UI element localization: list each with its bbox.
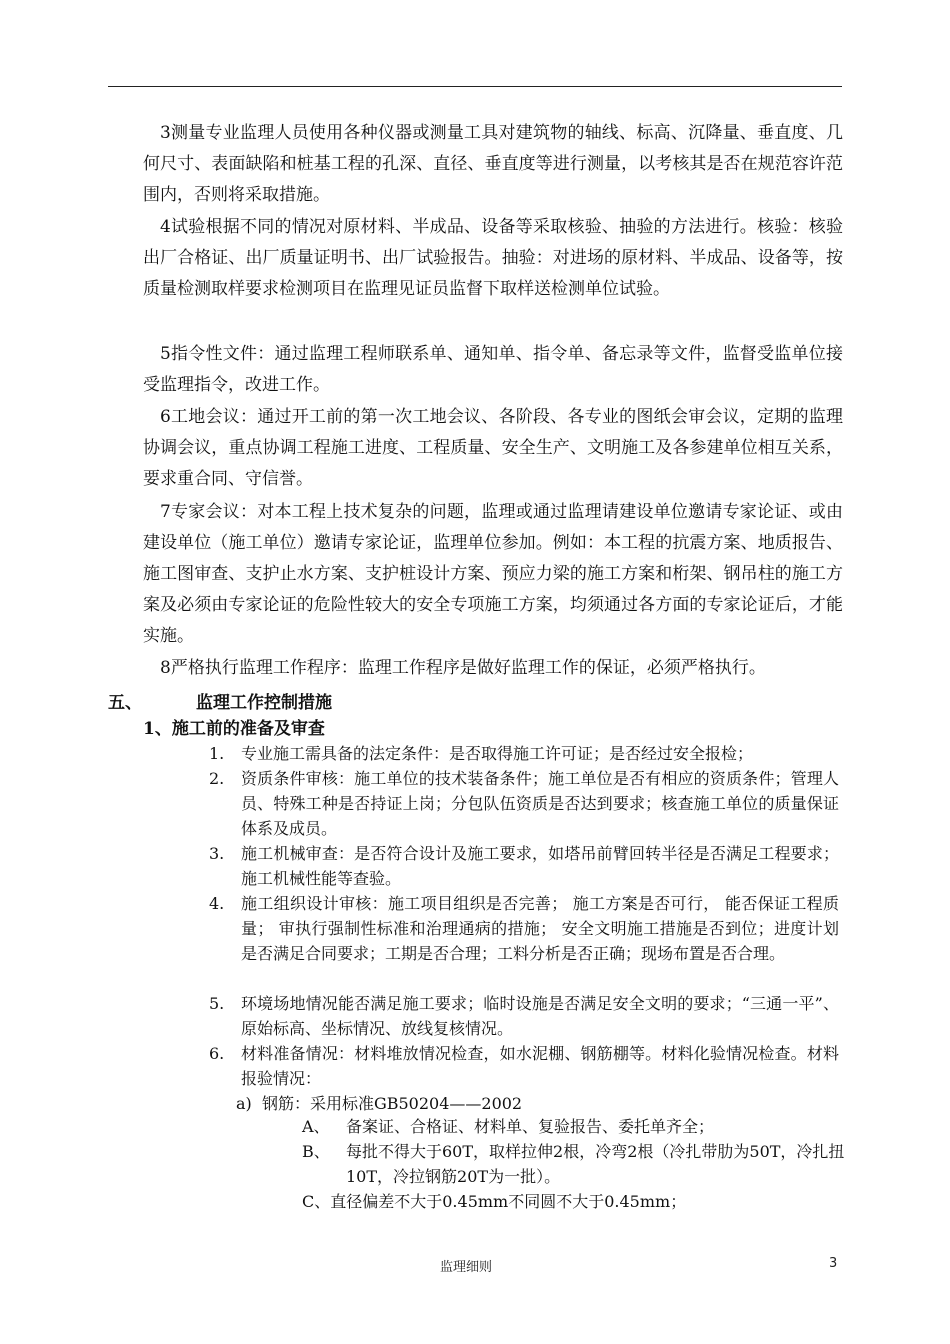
sub-item-label: C、 [302, 1192, 331, 1211]
list-number: 1. [209, 744, 225, 763]
list-number: 3. [209, 844, 225, 863]
paragraph-5: 5指令性文件：通过监理工程师联系单、通知单、指令单、备忘录等文件，监督受监单位接受监理指令，改进工作。 [143, 344, 843, 395]
list-number: 6. [209, 1044, 225, 1063]
list-text: 施工机械审查：是否符合设计及施工要求，如塔吊前臂回转半径是否满足工程要求；施工机械性能等查验。 [241, 844, 839, 888]
sub-item-B [302, 1139, 886, 1189]
sub-item-C [302, 1189, 842, 1214]
sub-item-A [302, 1114, 842, 1139]
page-number: 3 [829, 1256, 838, 1271]
list-number: 4. [209, 894, 225, 913]
paragraph-4: 4试验根据不同的情况对原材料、半成品、设备等采取核验、抽验的方法进行。核验：核验出厂合格证、出厂质量证明书、出厂试验报告。抽验：对进场的原材料、半成品、设备等，按质量检测取样要求检测项目在监理见证员监督下取样送检测单位试验。 [143, 217, 843, 299]
sub-item-a [236, 1091, 522, 1116]
list-text: 环境场地情况能否满足施工要求；临时设施是否满足安全文明的要求；“三通一平”、原始标高、坐标情况、放线复核情况。 [241, 994, 839, 1038]
paragraph-3: 3测量专业监理人员使用各种仪器或测量工具对建筑物的轴线、标高、沉降量、垂直度、几何尺寸、表面缺陷和桩基工程的孔深、直径、垂直度等进行测量，以考核其是否在规范容许范围内，否则将采取措施。 [143, 123, 843, 205]
footer-title: 监理细则 [440, 1260, 493, 1275]
header-rule [108, 86, 842, 87]
sub-item-text: 钢筋：采用标准GB50204——2002 [261, 1094, 523, 1113]
list-text: 专业施工需具备的法定条件：是否取得施工许可证；是否经过安全报检； [241, 744, 754, 763]
paragraph-7: 7专家会议：对本工程上技术复杂的问题，监理或通过监理请建设单位邀请专家论证、或由建设单位（施工单位）邀请专家论证，监理单位参加。例如：本工程的抗震方案、地质报告、施工图审查、支护止水方案、支护桩设计方案、预应力梁的施工方案和桁架、钢吊柱的施工方案及必须由专家论证的危险性较大的安全专项施工方案，均须通过各方面的专家论证后，才能实施。 [143, 502, 843, 646]
sub-item-text: 直径偏差不大于0.45mm不同圆不大于0.45mm； [330, 1192, 687, 1211]
section-number: 五、 [108, 693, 142, 713]
sub-item-text: 每批不得大于60T，取样拉伸2根，冷弯2根（冷扎带肋为50T，冷扎扭10T，冷拉钢筋20T为一批）。 [346, 1142, 845, 1186]
list-text: 施工组织设计审核：施工项目组织是否完善； 施工方案是否可行， 能否保证工程质量； 审执行强制性标准和治理通病的措施； 安全文明施工措施是否到位；进度计划是否满足合同要求；工期是否合理；工料分析是否正确；现场布置是否合理。 [241, 894, 839, 963]
paragraph-6: 6工地会议：通过开工前的第一次工地会议、各阶段、各专业的图纸会审会议，定期的监理协调会议，重点协调工程施工进度、工程质量、安全生产、文明施工及各参建单位相互关系，要求重合同、守信誉。 [143, 407, 843, 489]
sub-item-label: B、 [302, 1142, 330, 1161]
sub-item-label: a) [236, 1094, 252, 1113]
sub-item-label: A、 [302, 1117, 330, 1136]
section-title: 监理工作控制措施 [196, 693, 332, 713]
paragraph-8: 8严格执行监理工作程序：监理工作程序是做好监理工作的保证，必须严格执行。 [160, 658, 766, 678]
list-number: 5. [209, 994, 225, 1013]
list-number: 2. [209, 769, 225, 788]
list-text: 材料准备情况：材料堆放情况检查，如水泥棚、钢筋棚等。材料化验情况检查。材料报验情况： [241, 1044, 839, 1088]
list-text: 资质条件审核：施工单位的技术装备条件；施工单位是否有相应的资质条件；管理人员、特殊工种是否持证上岗；分包队伍资质是否达到要求；核查施工单位的质量保证体系及成员。 [241, 769, 839, 838]
sub-item-text: 备案证、合格证、材料单、复验报告、委托单齐全； [346, 1117, 715, 1136]
section-heading [108, 690, 332, 716]
subsection-heading: 1、施工前的准备及审查 [143, 719, 325, 739]
